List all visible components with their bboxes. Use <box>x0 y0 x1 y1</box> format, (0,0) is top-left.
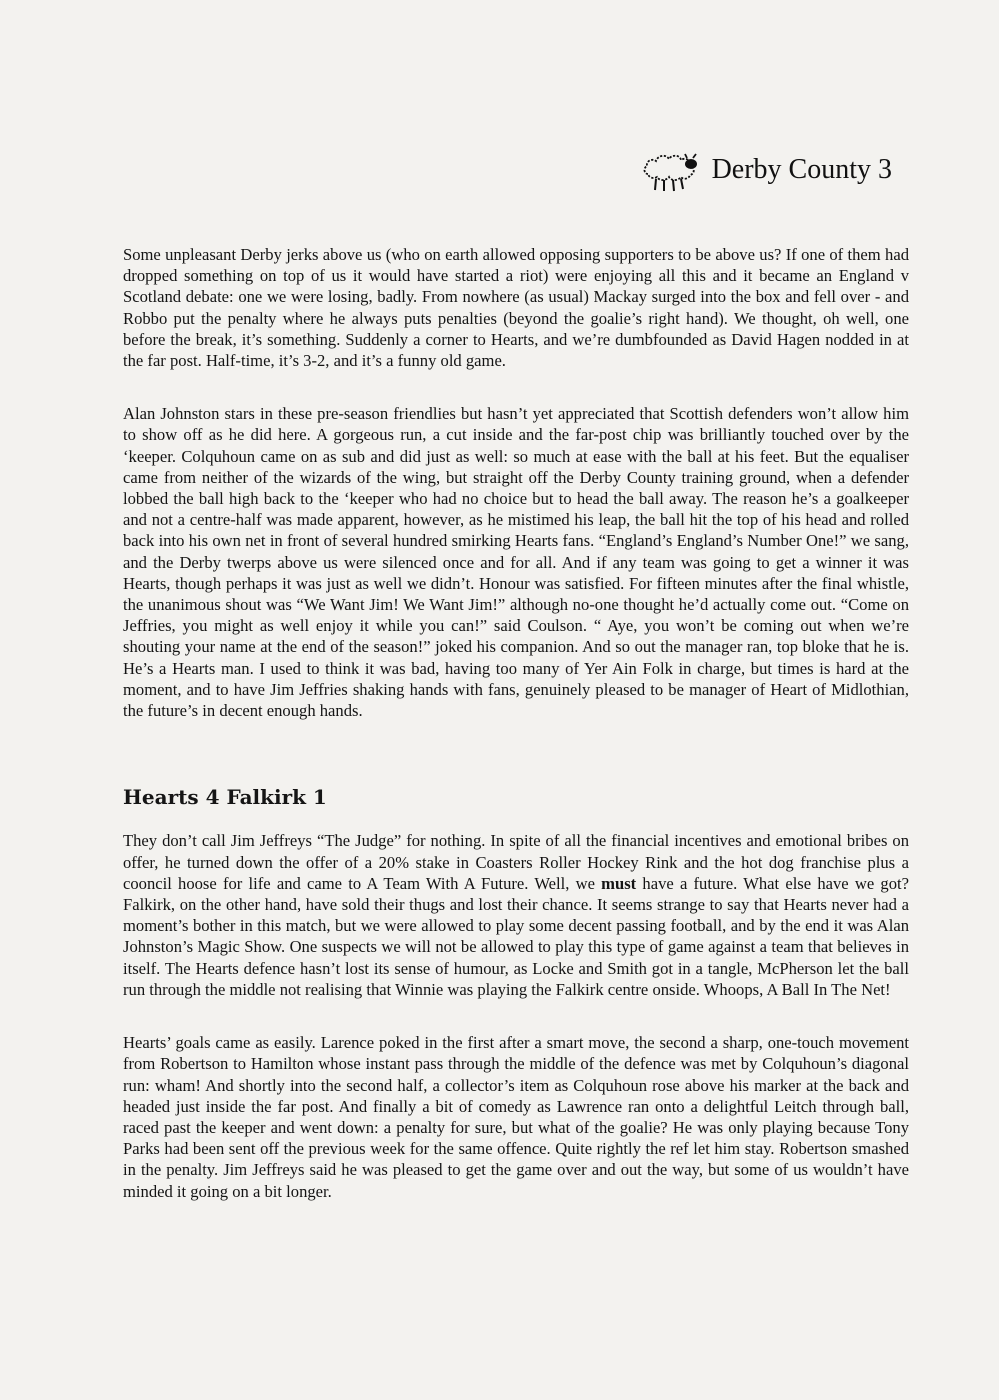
paragraph-text: They don’t call Jim Jeffreys “The Judge” for nothing. In spite of all the financial incentives and emotional bribes on offer, he turned down the offer of a 20% stake in Coasters Roller Hockey Rink and the hot dog franchise plus a cooncil hoose for life and came to A Team With A Future. Well, we <box>123 831 909 893</box>
article-paragraph <box>123 830 909 1000</box>
page-header <box>640 146 892 194</box>
paragraph-text: have a future. What else have we got? Falkirk, on the other hand, have sold their thugs and lost their chance. It seems strange to say that Hearts never had a moment’s bother in this match, but we were allowed to play some decent passing football, and by the end it was Alan Johnston’s Magic Show. One suspects we will not be allowed to play this type of game against a team that believes in itself. The Hearts defence hasn’t lost its sense of humour, as Locke and Smith got in a tangle, McPherson let the ball run through the middle not realising that Winnie was playing the Falkirk centre onside. Whoops, A Ball In The Net! <box>123 873 909 999</box>
article-paragraph: Alan Johnston stars in these pre-season friendlies but hasn’t yet appreciated that Scottish defenders won’t allow him to show off as he did here. A gorgeous run, a cut inside and the far-post chip was brilliantly touched over by the ‘keeper. Colquhoun came on as sub and did just as well: so much at ease with the ball at his feet. But the equaliser came from neither of the wizards of the wing, but straight off the Derby County training ground, when a defender lobbed the ball high back to the ‘keeper who had no choice but to head the ball away. The reason he’s a goalkeeper and not a centre-half was made apparent, however, as he mistimed his leap, the ball hit the top of his head and rolled back into his own net in front of several hundred smirking Hearts fans. “England’s England’s Number One!” we sang, and the Derby twerps above us were silenced once and for all. And if any team was going to get a winner it was Hearts, though perhaps it was just as well we didn’t. Honour was satisfied. For fifteen minutes after the final whistle, the unanimous shout was “We Want Jim! We Want Jim!” although no-one thought he’d actually come out. “Come on Jeffries, you might as well enjoy it while you can!” said Coulson. “ Aye, you won’t be coming out when we’re shouting your name at the end of the season!” joked his companion. And so out the manager ran, top bloke that he is. He’s a Hearts man. I used to think it was bad, having too many of Yer Ain Folk in charge, but times is hard at the moment, and to have Jim Jeffries shaking hands with fans, genuinely pleased to be manager of Heart of Midlothian, the future’s in decent enough hands. <box>123 404 909 721</box>
section-heading: Hearts 4 Falkirk 1 <box>123 785 327 810</box>
sheep-cloud-icon <box>640 146 704 194</box>
page-title: Derby County 3 <box>711 154 892 185</box>
article-body <box>123 244 909 1202</box>
emphasis-text: must <box>601 873 637 893</box>
article-paragraph: Some unpleasant Derby jerks above us (who on earth allowed opposing supporters to be above us? If one of them had dropped something on top of us it would have started a riot) were enjoying all this and it became an England v Scotland debate: one we were losing, badly. From nowhere (as usual) Mackay surged into the box and fell over - and Robbo put the penalty where he always puts penalties (beyond the goalie’s right hand). We thought, oh well, one before the break, it’s something. Suddenly a corner to Hearts, and we’re dumbfounded as David Hagen nodded in at the far post. Half-time, it’s 3-2, and it’s a funny old game. <box>123 245 909 371</box>
article-paragraph: Hearts’ goals came as easily. Larence poked in the first after a smart move, the second a sharp, one-touch movement from Robertson to Hamilton whose instant pass through the middle of the defence was met by Colquhoun’s diagonal run: wham! And shortly into the second half, a collector’s item as Colquhoun rose above his marker at the back and headed just inside the far post. And finally a bit of comedy as Lawrence ran onto a delightful Leitch through ball, raced past the keeper and went down: a penalty for sure, but what of the goalie? He was only playing because Tony Parks had been sent off the previous week for the same offence. Quite rightly the ref let him stay. Robertson smashed in the penalty. Jim Jeffreys said he was pleased to get the game over and out the way, but some of us wouldn’t have minded it going on a bit longer. <box>123 1033 909 1201</box>
